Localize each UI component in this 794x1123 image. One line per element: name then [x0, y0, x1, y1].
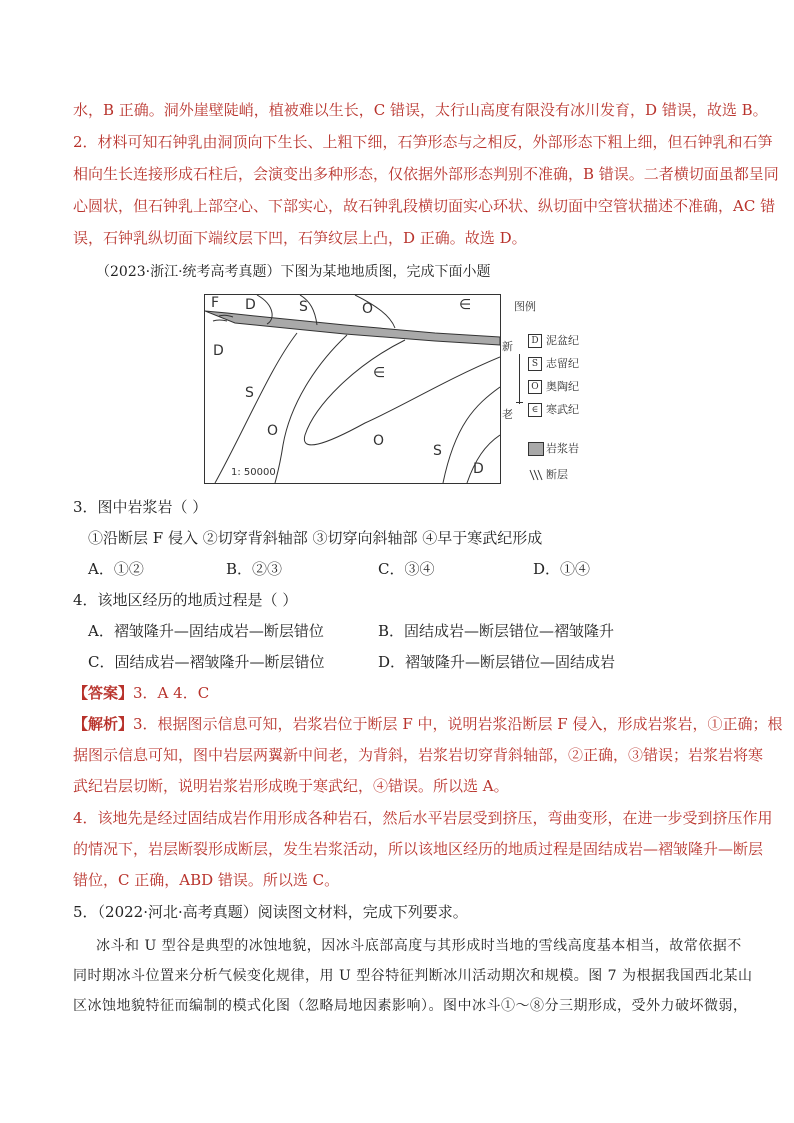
question-intro: （2023·浙江·统考高考真题）下图为某地地质图，完成下面小题 — [96, 264, 491, 280]
legend-label-magma: 岩浆岩 — [546, 442, 579, 455]
paragraph-line: 水，B 正确。洞外崖壁陡峭，植被难以生长，C 错误，太行山高度有限没有冰川发育，D 错误，故选 B。 — [73, 101, 768, 119]
map-label-d: D — [473, 461, 484, 477]
magma-intrusion — [205, 311, 500, 345]
question-4-option-d: D．褶皱隆升—断层错位—固结成岩 — [378, 653, 616, 671]
legend-box-s: S — [528, 357, 542, 371]
question-5-stem: 5．（2022·河北·高考真题）阅读图文材料，完成下列要求。 — [73, 903, 468, 921]
question-3-option-a: A．①② — [88, 560, 144, 578]
question-5-body: 同时期冰斗位置来分析气候变化规律，用 U 型谷特征判断冰川活动期次和规模。图 7 为根据我国西北某山 — [73, 968, 753, 984]
map-label-o: O — [267, 423, 279, 439]
boundary-line — [275, 335, 347, 483]
map-legend — [500, 294, 610, 484]
analysis-line: 错位，C 正确，ABD 错误。所以选 C。 — [73, 871, 340, 889]
map-label-cambrian: ∈ — [459, 297, 472, 313]
legend-old: 老 — [502, 408, 513, 421]
map-label-o: O — [362, 301, 374, 317]
legend-title: 图例 — [514, 300, 536, 313]
map-label-cambrian: ∈ — [373, 365, 386, 381]
analysis-line: 据图示信息可知，图中岩层两翼新中间老，为背斜，岩浆岩切穿背斜轴部，②正确，③错误；岩浆岩将寒 — [73, 746, 764, 764]
legend-new: 新 — [502, 340, 513, 353]
map-label-s: S — [433, 443, 442, 459]
analysis-text: 3．根据图示信息可知，岩浆岩位于断层 F 中，说明岩浆沿断层 F 侵入，形成岩浆岩，①正确；根 — [133, 715, 783, 733]
analysis-line: 武纪岩层切断，说明岩浆岩形成晚于寒武纪，④错误。所以选 A。 — [73, 777, 509, 795]
question-3-stem: 3．图中岩浆岩（ ） — [73, 498, 208, 516]
map-label-s: S — [299, 299, 308, 315]
question-4-option-a: A．褶皱隆升—固结成岩—断层错位 — [88, 622, 324, 640]
map-label-d: D — [245, 297, 256, 313]
map-label-o: O — [373, 433, 385, 449]
paragraph-line: 相向生长连接形成石柱后，会演变出多种形态，仅依据外部形态判别不准确，B 错误。二者横切面虽都呈同 — [73, 165, 779, 183]
analysis-line: 4．该地先是经过固结成岩作用形成各种岩石，然后水平岩层受到挤压，弯曲变形，在进一步受到挤压作用 — [73, 809, 773, 827]
boundary-line — [355, 295, 395, 328]
paragraph-line: 心圆状，但石钟乳上部空心、下部实心，故石钟乳段横切面实心环状、纵切面中空管状描述不准确，AC 错 — [73, 197, 776, 215]
question-3-items: ①沿断层 F 侵入 ②切穿背斜轴部 ③切穿向斜轴部 ④早于寒武纪形成 — [88, 529, 543, 547]
paragraph-line: 2．材料可知石钟乳由洞顶向下生长、上粗下细，石笋形态与之相反，外部形态下粗上细，但石钟乳和石笋 — [73, 133, 773, 151]
legend-label-fault: 断层 — [546, 468, 568, 481]
legend-label-ordovician: 奥陶纪 — [546, 380, 579, 393]
answer-tag: 【答案】 — [73, 684, 134, 702]
question-3-option-c: C．③④ — [378, 560, 435, 578]
question-3-option-d: D．①④ — [533, 560, 591, 578]
legend-box-magma — [528, 442, 544, 456]
answer-line — [73, 683, 209, 703]
answer-text: 3．A 4．C — [133, 684, 210, 702]
question-5-body: 区冰蚀地貌特征而编制的模式化图（忽略局地因素影响）。图中冰斗①～⑧分三期形成，受外力破坏微弱， — [73, 998, 748, 1014]
map-label-d: D — [213, 343, 224, 359]
question-4-option-b: B．固结成岩—断层错位—褶皱隆升 — [378, 622, 615, 640]
analysis-line: 的情况下，岩层断裂形成断层，发生岩浆活动，所以该地区经历的地质过程是固结成岩—褶皱隆升—断层 — [73, 840, 764, 858]
geologic-map — [204, 294, 501, 484]
legend-label-silurian: 志留纪 — [546, 357, 579, 370]
boundary-line — [215, 333, 297, 483]
question-4-option-c: C．固结成岩—褶皱隆升—断层错位 — [88, 653, 325, 671]
legend-label-cambrian: 寒武纪 — [546, 403, 579, 416]
paragraph-line: 误，石钟乳纵切面下端纹层下凹，石笋纹层上凸，D 正确。故选 D。 — [73, 229, 527, 247]
legend-arrow — [519, 354, 520, 404]
legend-box-cambrian: ∈ — [528, 403, 542, 417]
map-scale: 1: 50000 — [231, 467, 276, 478]
legend-box-d: D — [528, 334, 542, 348]
analysis-line — [73, 714, 782, 734]
boundary-line — [304, 340, 500, 445]
analysis-tag: 【解析】 — [73, 715, 134, 733]
legend-label-devonian: 泥盆纪 — [546, 334, 579, 347]
legend-arrow-tick — [516, 402, 523, 403]
question-5-body: 冰斗和 U 型谷是典型的冰蚀地貌，因冰斗底部高度与其形成时当地的雪线高度基本相当，故常依据不 — [96, 938, 742, 954]
question-4-stem: 4．该地区经历的地质过程是（ ） — [73, 591, 298, 609]
map-label-f: F — [211, 295, 220, 311]
fault-legend-icon — [528, 468, 544, 482]
legend-box-o: O — [528, 380, 542, 394]
question-3-option-b: B．②③ — [226, 560, 283, 578]
boundary-line — [443, 387, 500, 483]
map-label-s: S — [245, 385, 254, 401]
